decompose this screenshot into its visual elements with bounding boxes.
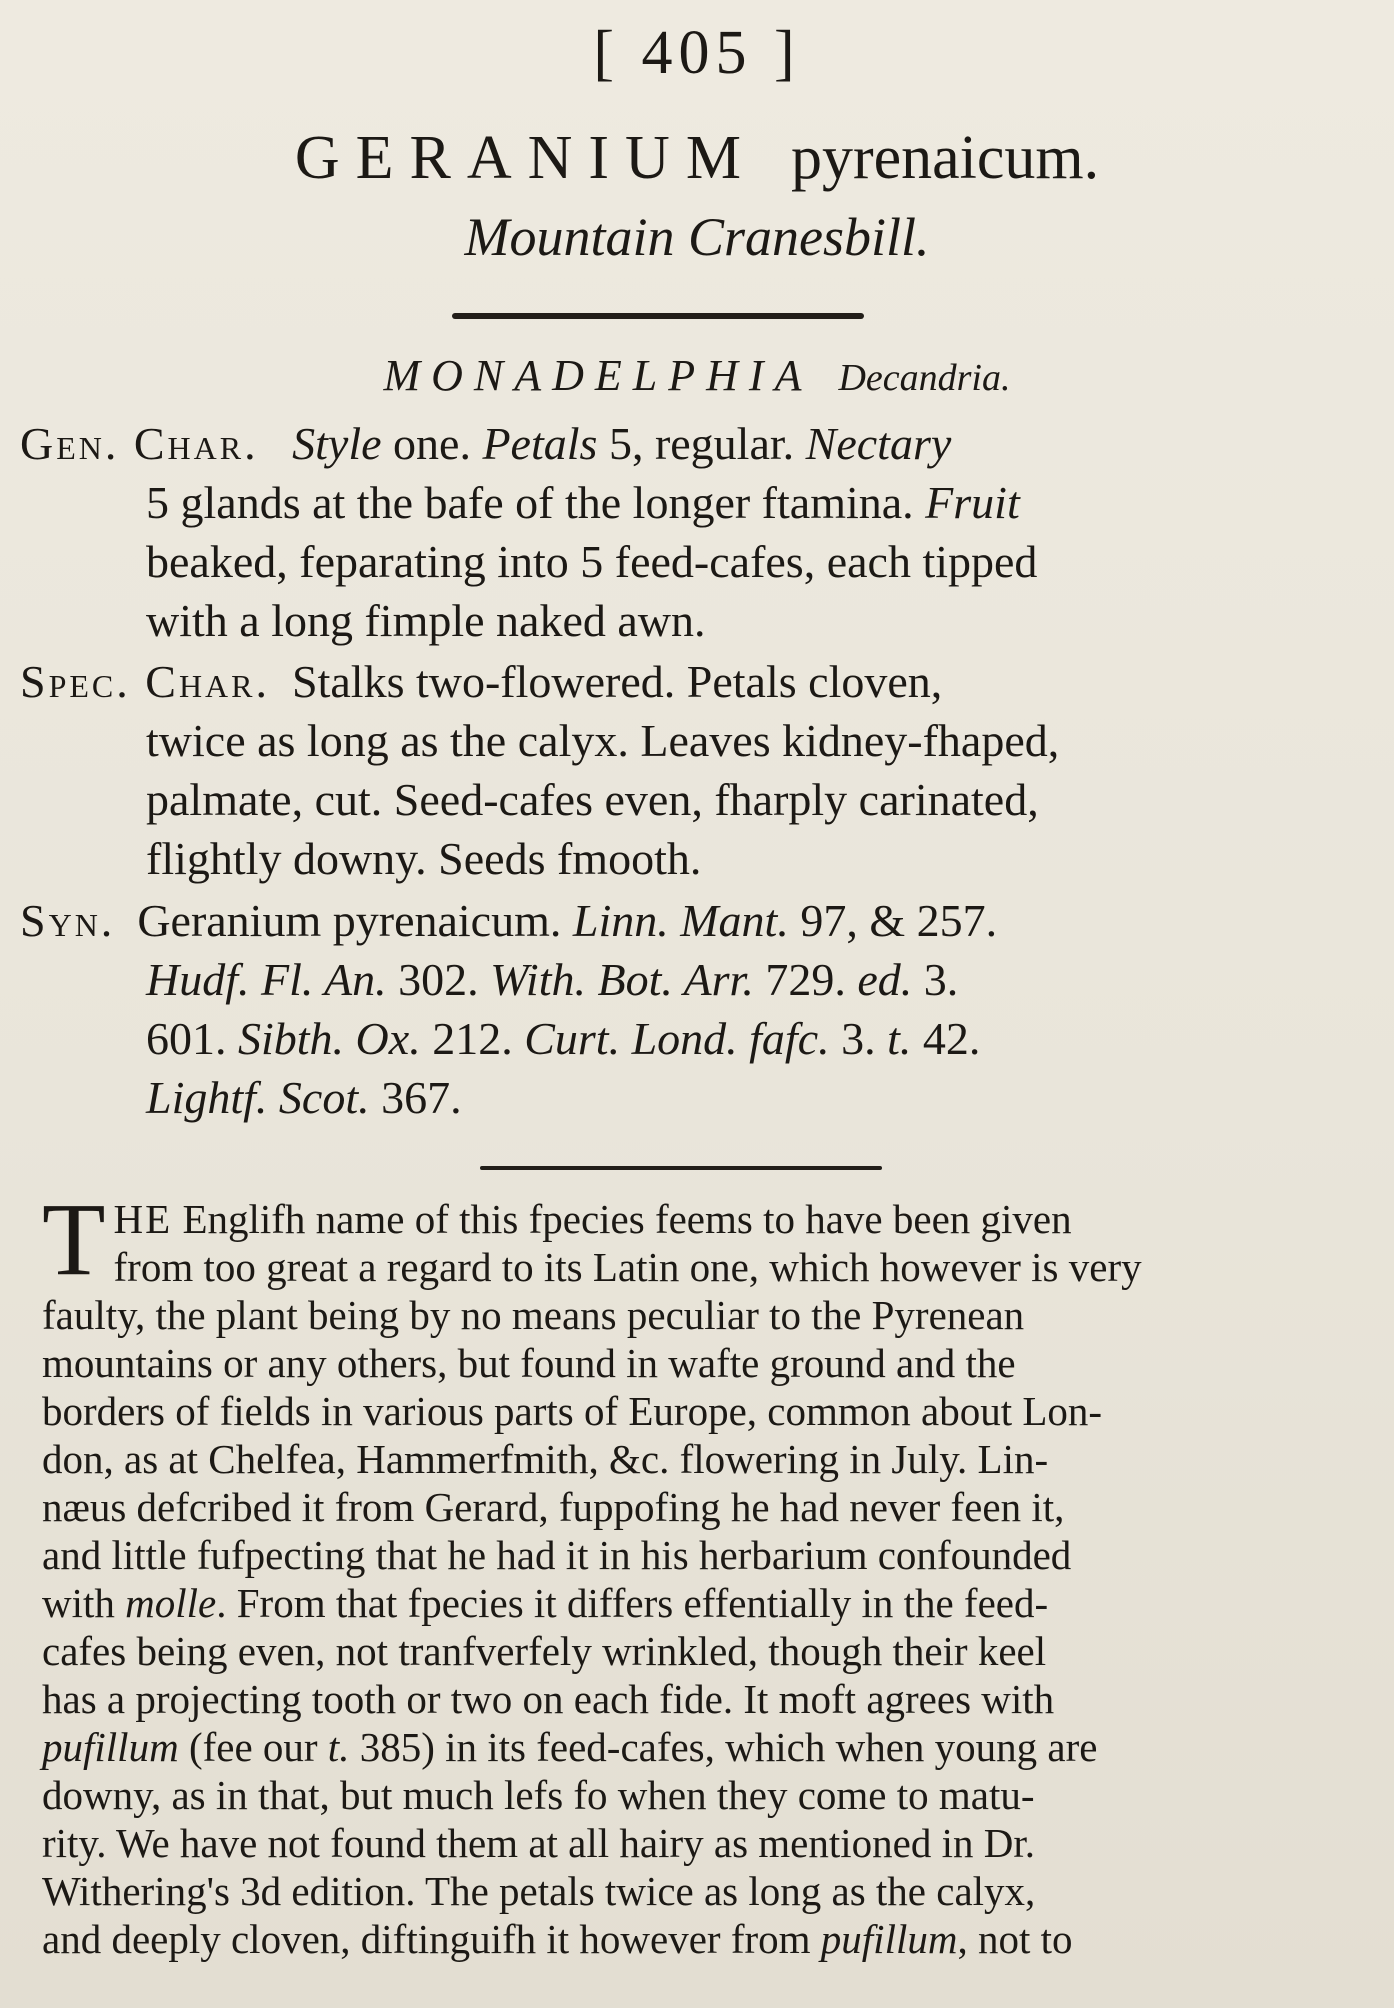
text-italic: pufillum xyxy=(820,1916,958,1962)
body-line xyxy=(42,1915,1332,1963)
body-line: rity. We have not found them at all hairy as mentioned in Dr. xyxy=(42,1820,1035,1866)
body-line: borders of fields in various parts of Europe, common about Lon- xyxy=(42,1388,1103,1434)
synonym-line xyxy=(20,950,1320,1009)
text-run: one. xyxy=(381,418,483,469)
synonym-line xyxy=(20,1009,1320,1068)
text-italic: t. xyxy=(887,1013,912,1064)
text-italic: ed. xyxy=(857,954,913,1005)
drop-cap: T xyxy=(42,1182,106,1297)
top-divider xyxy=(452,313,864,319)
body-paragraph xyxy=(42,1182,1332,1963)
generic-character xyxy=(20,414,1320,650)
text-italic: molle xyxy=(125,1580,217,1626)
text-run: 729. xyxy=(753,954,858,1005)
text-italic: Petals xyxy=(482,418,598,469)
text-run: (fee our xyxy=(178,1724,328,1770)
text-run: , not to xyxy=(957,1916,1073,1962)
synonym-line xyxy=(20,1068,1320,1127)
specific-character-label: Spec. Char. xyxy=(20,656,271,707)
text-italic: Hudf. Fl. An. xyxy=(146,954,387,1005)
linnaean-order: Decandria. xyxy=(838,357,1011,399)
text-run: 97, & 257. xyxy=(788,895,998,946)
text-run: Geranium pyrenaicum. xyxy=(137,895,573,946)
text-italic: pufillum xyxy=(42,1724,179,1770)
body-line: næus defcribed it from Gerard, fuppofing he had never feen it, xyxy=(42,1484,1065,1530)
classification xyxy=(0,350,1394,401)
generic-character-line xyxy=(20,414,1320,473)
text-run: Stalks two-flowered. Petals cloven, xyxy=(292,656,943,707)
text-run: Englifh name of this fpecies feems to have been given xyxy=(172,1196,1072,1242)
generic-character-line: beaked, feparating into 5 feed-cafes, each tipped xyxy=(146,536,1038,587)
body-line: Withering's 3d edition. The petals twice as long as the calyx, xyxy=(42,1868,1036,1914)
text-run: . From that fpecies it differs effentially in the feed- xyxy=(216,1580,1049,1626)
body-line: don, as at Chelfea, Hammerfmith, &c. flowering in July. Lin- xyxy=(42,1436,1049,1482)
text-run: 601. xyxy=(146,1013,238,1064)
specific-character-line: flightly downy. Seeds fmooth. xyxy=(146,833,702,884)
common-name: Mountain Cranesbill. xyxy=(464,207,930,267)
text-run: with xyxy=(42,1580,126,1626)
text-run: 3. xyxy=(829,1013,888,1064)
text-italic: Fruit xyxy=(925,477,1020,528)
text-italic: Curt. Lond. fafc. xyxy=(524,1013,830,1064)
body-line: has a projecting tooth or two on each fide. It moft agrees with xyxy=(42,1676,1055,1722)
section-divider xyxy=(480,1166,882,1170)
first-word: HE xyxy=(113,1196,173,1242)
synonyms xyxy=(20,891,1320,1127)
body-line: faulty, the plant being by no means peculiar to the Pyrenean xyxy=(42,1292,1025,1338)
text-run: 212. xyxy=(420,1013,525,1064)
page-number: [ 405 ] xyxy=(593,19,801,87)
specific-character-line xyxy=(20,652,1320,711)
page-title xyxy=(0,118,1394,198)
body-line: mountains or any others, but found in wafte ground and the xyxy=(42,1340,1016,1386)
text-run: 5, regular. xyxy=(597,418,806,469)
generic-character-line xyxy=(20,473,1320,532)
specific-character xyxy=(20,652,1320,888)
body-line: and little fufpecting that he had it in his herbarium confounded xyxy=(42,1532,1072,1578)
text-italic: Linn. Mant. xyxy=(572,895,789,946)
text-run: 367. xyxy=(369,1072,462,1123)
generic-character-line: with a long fimple naked awn. xyxy=(146,595,706,646)
body-line xyxy=(42,1579,1332,1627)
body-line xyxy=(42,1195,1332,1243)
text-run: 385) in its feed-cafes, which when young are xyxy=(349,1724,1098,1770)
text-run: 42. xyxy=(911,1013,981,1064)
genus-name: GERANIUM xyxy=(294,124,757,192)
synonym-line xyxy=(20,891,1320,950)
text-italic: Lightf. Scot. xyxy=(146,1072,370,1123)
text-italic: Nectary xyxy=(805,418,952,469)
text-run: and deeply cloven, diftinguifh it however from xyxy=(42,1916,821,1962)
body-line: cafes being even, not tranfverfely wrinkled, though their keel xyxy=(42,1628,1047,1674)
body-line: downy, as in that, but much lefs fo when they come to matu- xyxy=(42,1772,1035,1818)
text-italic: Style xyxy=(292,418,382,469)
text-run: 302. xyxy=(386,954,491,1005)
specific-character-line: twice as long as the calyx. Leaves kidney-fhaped, xyxy=(146,715,1060,766)
species-name: pyrenaicum. xyxy=(790,124,1100,192)
generic-character-label: Gen. Char. xyxy=(20,418,259,469)
text-italic: With. Bot. Arr. xyxy=(490,954,754,1005)
text-run: 5 glands at the bafe of the longer ftamina. xyxy=(146,477,926,528)
text-run: 3. xyxy=(912,954,959,1005)
synonyms-label: Syn. xyxy=(20,895,116,946)
body-line: from too great a regard to its Latin one, which however is very xyxy=(113,1244,1142,1290)
text-italic: t. xyxy=(327,1724,350,1770)
specific-character-line: palmate, cut. Seed-cafes even, fharply carinated, xyxy=(146,774,1039,825)
body-line xyxy=(42,1723,1332,1771)
text-italic: Sibth. Ox. xyxy=(238,1013,421,1064)
linnaean-class: MONADELPHIA xyxy=(383,351,813,400)
